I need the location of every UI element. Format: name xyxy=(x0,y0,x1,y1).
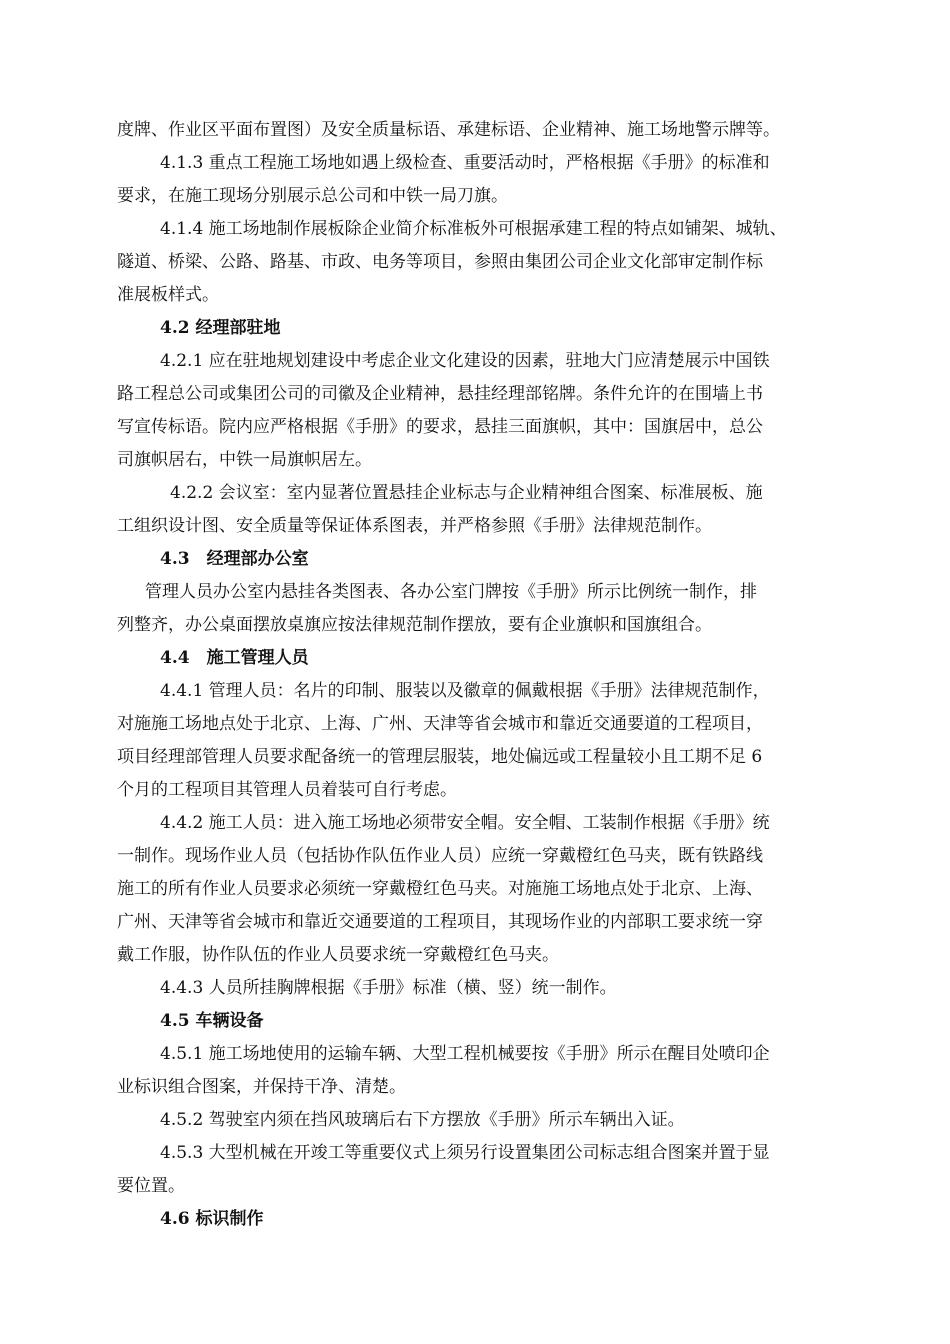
paragraph-line: 写宣传标语。院内应严格根据《手册》的要求，悬挂三面旗帜，其中：国旗居中，总公 xyxy=(117,417,763,437)
paragraph-line: 戴工作服，协作队伍的作业人员要求统一穿戴橙红色马夹。 xyxy=(117,945,559,965)
paragraph-line: 列整齐，办公桌面摆放桌旗应按法律规范制作摆放，要有企业旗帜和国旗组合。 xyxy=(117,615,712,635)
paragraph-line: 4.5.3 大型机械在开竣工等重要仪式上须另行设置集团公司标志组合图案并置于显 xyxy=(160,1143,770,1163)
paragraph-line: 4.2.2 会议室：室内显著位置悬挂企业标志与企业精神组合图案、标准展板、施 xyxy=(170,483,763,503)
paragraph-line: 工组织设计图、安全质量等保证体系图表，并严格参照《手册》法律规范制作。 xyxy=(117,516,712,536)
paragraph-line: 4.4.1 管理人员：名片的印制、服装以及徽章的佩戴根据《手册》法律规范制作， xyxy=(160,681,770,701)
paragraph-line: 施工的所有作业人员要求必须统一穿戴橙红色马夹。对施施工场地点处于北京、上海、 xyxy=(117,879,763,899)
section-heading: 4.6 标识制作 xyxy=(160,1209,264,1229)
paragraph-line: 4.4.3 人员所挂胸牌根据《手册》标准（横、竖）统一制作。 xyxy=(160,978,617,998)
paragraph-line: 业标识组合图案，并保持干净、清楚。 xyxy=(117,1077,406,1097)
paragraph-line: 4.5.2 驾驶室内须在挡风玻璃后右下方摆放《手册》所示车辆出入证。 xyxy=(160,1110,685,1130)
paragraph-line: 4.2.1 应在驻地规划建设中考虑企业文化建设的因素，驻地大门应清楚展示中国铁 xyxy=(160,351,770,371)
section-heading: 4.4 施工管理人员 xyxy=(160,648,309,668)
section-heading: 4.3 经理部办公室 xyxy=(160,549,309,569)
section-heading: 4.5 车辆设备 xyxy=(160,1011,264,1031)
paragraph-line: 4.4.2 施工人员：进入施工场地必须带安全帽。安全帽、工装制作根据《手册》统 xyxy=(160,813,770,833)
paragraph-line: 准展板样式。 xyxy=(117,285,219,305)
paragraph-line: 4.1.4 施工场地制作展板除企业简介标准板外可根据承建工程的特点如铺架、城轨、 xyxy=(160,219,787,239)
paragraph-line: 项目经理部管理人员要求配备统一的管理层服装，地处偏远或工程量较小且工期不足 6 xyxy=(117,747,763,767)
paragraph-line: 对施施工场地点处于北京、上海、广州、天津等省会城市和靠近交通要道的工程项目， xyxy=(117,714,763,734)
paragraph-line: 一制作。现场作业人员（包括协作队伍作业人员）应统一穿戴橙红色马夹，既有铁路线 xyxy=(117,846,763,866)
paragraph-line: 隧道、桥梁、公路、路基、市政、电务等项目，参照由集团公司企业文化部审定制作标 xyxy=(117,252,763,272)
paragraph-line: 个月的工程项目其管理人员着装可自行考虑。 xyxy=(117,780,457,800)
paragraph-line: 司旗帜居右，中铁一局旗帜居左。 xyxy=(117,450,372,470)
section-heading: 4.2 经理部驻地 xyxy=(160,318,281,338)
paragraph-line: 要求，在施工现场分别展示总公司和中铁一局刀旗。 xyxy=(117,186,508,206)
paragraph-line: 4.5.1 施工场地使用的运输车辆、大型工程机械要按《手册》所示在醒目处喷印企 xyxy=(160,1044,770,1064)
paragraph-line: 路工程总公司或集团公司的司徽及企业精神，悬挂经理部铭牌。条件允许的在围墙上书 xyxy=(117,384,763,404)
paragraph-line: 要位置。 xyxy=(117,1176,185,1196)
paragraph-line: 4.1.3 重点工程施工场地如遇上级检查、重要活动时，严格根据《手册》的标准和 xyxy=(160,153,770,173)
paragraph-line: 广州、天津等省会城市和靠近交通要道的工程项目，其现场作业的内部职工要求统一穿 xyxy=(117,912,763,932)
paragraph-line: 度牌、作业区平面布置图）及安全质量标语、承建标语、企业精神、施工场地警示牌等。 xyxy=(117,120,780,140)
paragraph-line: 管理人员办公室内悬挂各类图表、各办公室门牌按《手册》所示比例统一制作，排 xyxy=(145,582,757,602)
